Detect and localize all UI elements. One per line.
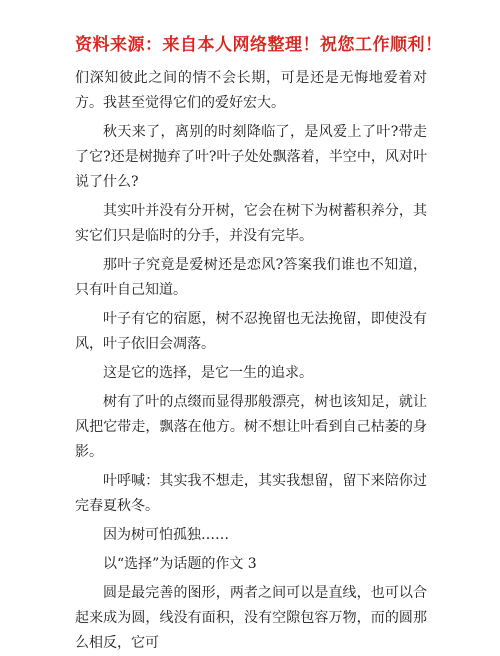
paragraph-5: 叶子有它的宿愿，树不忍挽留也无法挽留，即使没有风，叶子依旧会凋落。 bbox=[75, 311, 427, 352]
essay-title-line: 以“选择”为话题的作文 3 bbox=[103, 556, 257, 572]
paragraph-6: 这是它的选择，是它一生的追求。 bbox=[103, 365, 313, 381]
paragraph-10: 圆是最完善的图形，两者之间可以是直线，也可以合起来成为圆，线没有面积，没有空隙包容万物，而的圆那么相反，它可 bbox=[75, 585, 427, 651]
article-body bbox=[75, 66, 427, 656]
paragraph-2: 秋天来了，离别的时刻降临了，是风爱上了叶?带走了它?还是树抛弃了叶?叶子处处飘落着，半空中，风对叶说了什么? bbox=[75, 124, 427, 190]
source-note-header: 资料来源：来自本人网络整理！祝您工作顺利！ bbox=[75, 35, 443, 55]
paragraph-9: 因为树可怕孤独…… bbox=[103, 527, 229, 543]
paragraph-3: 其实叶并没有分开树，它会在树下为树蓄积养分，其实它们只是临时的分手，并没有完毕。 bbox=[75, 203, 427, 244]
paragraph-4: 那叶子究竟是爱树还是恋风?答案我们谁也不知道，只有叶自己知道。 bbox=[75, 257, 427, 298]
paragraph-7: 树有了叶的点缀而显得那般漂亮，树也该知足，就让风把它带走，飘落在他方。树不想让叶看到自己枯萎的身影。 bbox=[75, 394, 427, 460]
paragraph-1: 们深知彼此之间的情不会长期，可是还是无悔地爱着对方。我甚至觉得它们的爱好宏大。 bbox=[75, 70, 427, 111]
paragraph-8: 叶呼喊：其实我不想走，其实我想留，留下来陪你过完春夏秋冬。 bbox=[75, 473, 427, 514]
